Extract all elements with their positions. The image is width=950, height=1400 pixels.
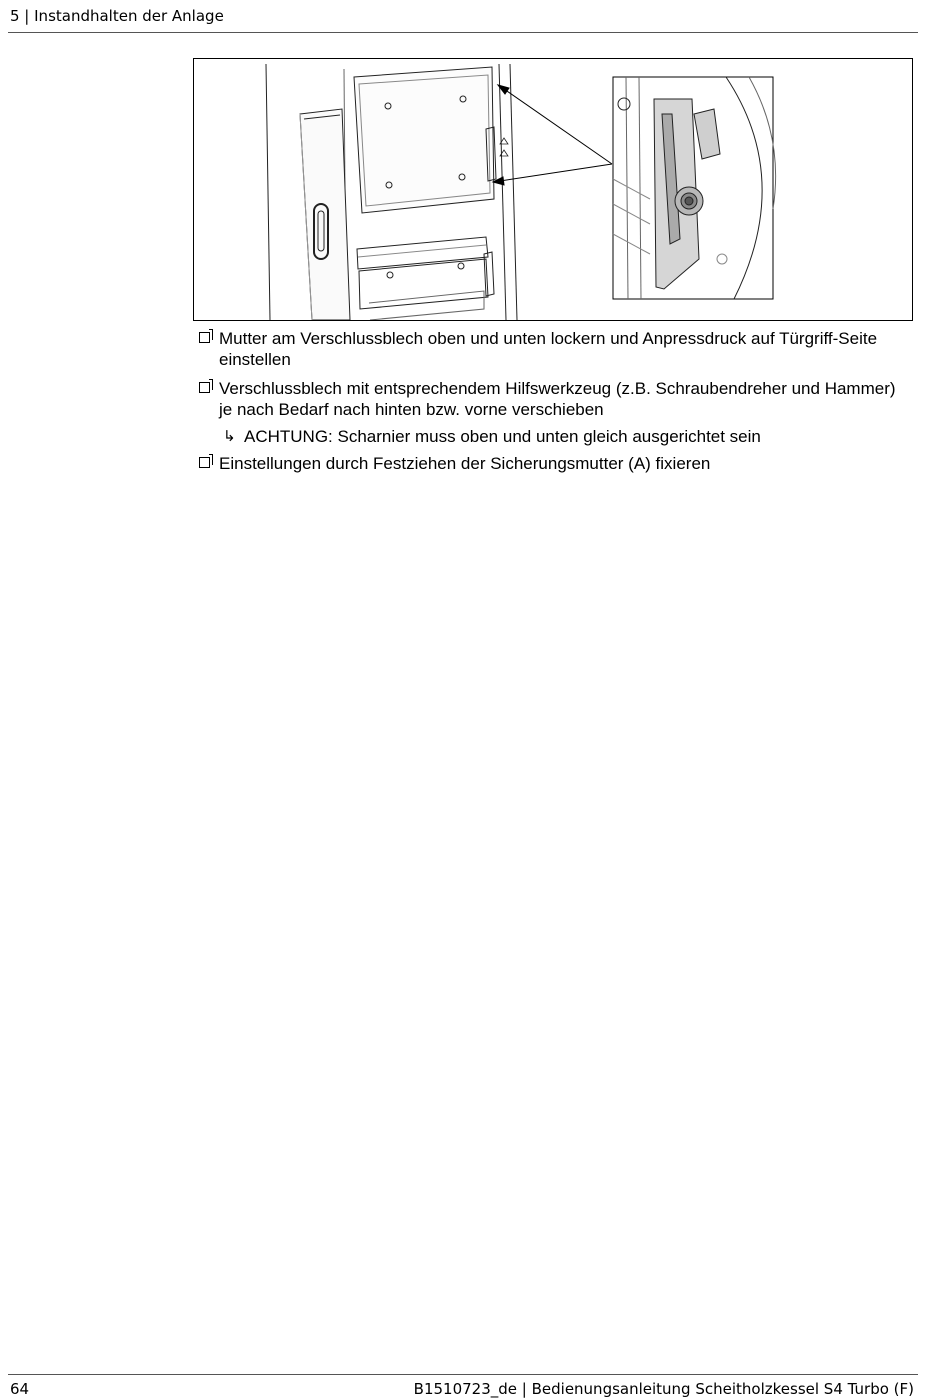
- technical-illustration: [193, 58, 913, 321]
- document-title: B1510723_de | Bedienungsanleitung Scheitholzkessel S4 Turbo (F): [413, 1380, 914, 1398]
- note-text: ACHTUNG: Scharnier muss oben und unten gleich ausgerichtet sein: [244, 427, 761, 446]
- warning-note: [197, 426, 897, 447]
- page-number: 64: [10, 1380, 30, 1398]
- step-text: Einstellungen durch Festziehen der Sicherungsmutter (A) fixieren: [219, 454, 711, 473]
- footer-divider: [8, 1374, 918, 1375]
- step-text: Verschlussblech mit entsprechendem Hilfswerkzeug (z.B. Schraubendreher und Hammer) je nach Bedarf nach hinten bzw. vorne verschieben: [219, 379, 896, 419]
- step-checkbox-icon: [199, 382, 210, 393]
- page-header: 5 | Instandhalten der Anlage: [10, 7, 224, 25]
- step-text: Mutter am Verschlussblech oben und unten lockern und Anpressdruck auf Türgriff-Seite einstellen: [219, 329, 878, 369]
- instruction-step: [197, 453, 897, 474]
- step-checkbox-icon: [199, 457, 210, 468]
- result-arrow-icon: ↳: [223, 427, 236, 445]
- step-checkbox-icon: [199, 332, 210, 343]
- header-divider: [8, 32, 918, 33]
- instruction-step: [197, 378, 897, 420]
- instruction-step: [197, 328, 897, 370]
- instruction-list: [197, 328, 897, 482]
